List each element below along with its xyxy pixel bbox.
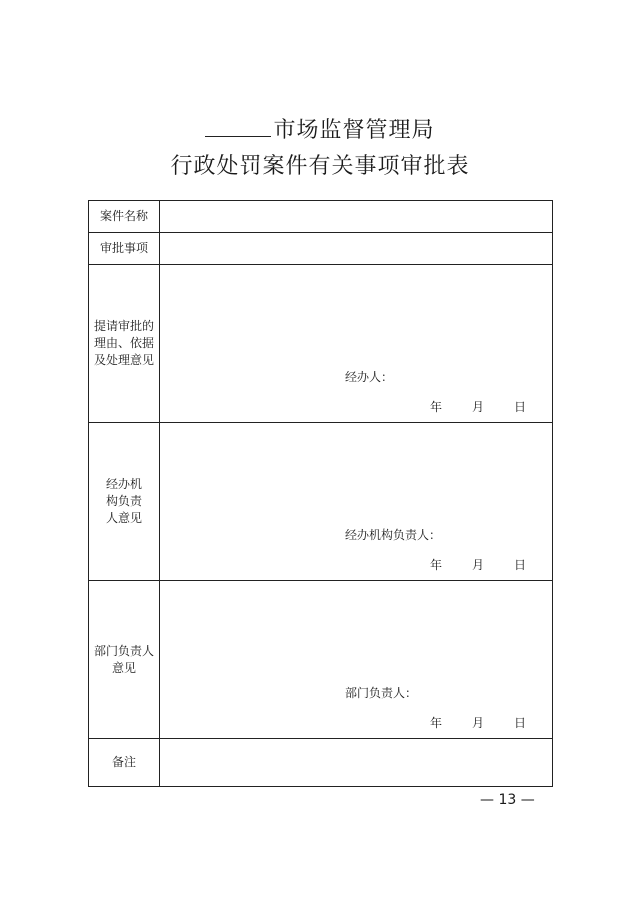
date-day: 日 [513,558,526,572]
label-remarks: 备注 [89,739,160,787]
signer-division-head: 部门负责人： [345,686,418,700]
field-reason-basis[interactable] [160,265,553,423]
agency-name-blank[interactable] [205,116,271,137]
row-division-head-opinion [89,581,553,739]
label-division-head-opinion-text: 部门负责人意见 [94,643,155,675]
row-reason-basis [89,265,553,423]
date-month: 月 [471,558,484,572]
date-division-head [430,714,526,731]
date-year: 年 [429,716,442,730]
label-reason-basis [89,265,160,423]
row-case-name [89,201,553,233]
label-dept-head-opinion [89,423,160,581]
date-year: 年 [429,400,442,414]
field-dept-head-opinion[interactable] [160,423,553,581]
date-day: 日 [513,400,526,414]
row-dept-head-opinion [89,423,553,581]
page-number: — 13 — [480,792,535,808]
label-reason-basis-text: 提请审批的理由、依据及处理意见 [93,319,154,367]
label-case-name: 案件名称 [89,201,160,233]
signer-dept-head: 经办机构负责人： [345,528,442,542]
signer-handler: 经办人： [345,370,394,384]
title-line1-text: 市场监督管理局 [273,118,435,143]
field-remarks[interactable] [160,739,553,787]
field-division-head-opinion[interactable] [160,581,553,739]
date-month: 月 [471,400,484,414]
form-title-line1 [0,116,640,145]
approval-form-table [88,200,553,787]
date-year: 年 [429,558,442,572]
row-approval-matter [89,233,553,265]
date-month: 月 [471,716,484,730]
date-handler [430,398,526,415]
date-day: 日 [513,716,526,730]
label-dept-head-opinion-text: 经办机构负责人意见 [105,477,142,525]
label-division-head-opinion [89,581,160,739]
row-remarks [89,739,553,787]
field-case-name[interactable] [160,201,553,233]
label-approval-matter: 审批事项 [89,233,160,265]
form-title-line2: 行政处罚案件有关事项审批表 [170,154,470,179]
date-dept-head [430,556,526,573]
field-approval-matter[interactable] [160,233,553,265]
